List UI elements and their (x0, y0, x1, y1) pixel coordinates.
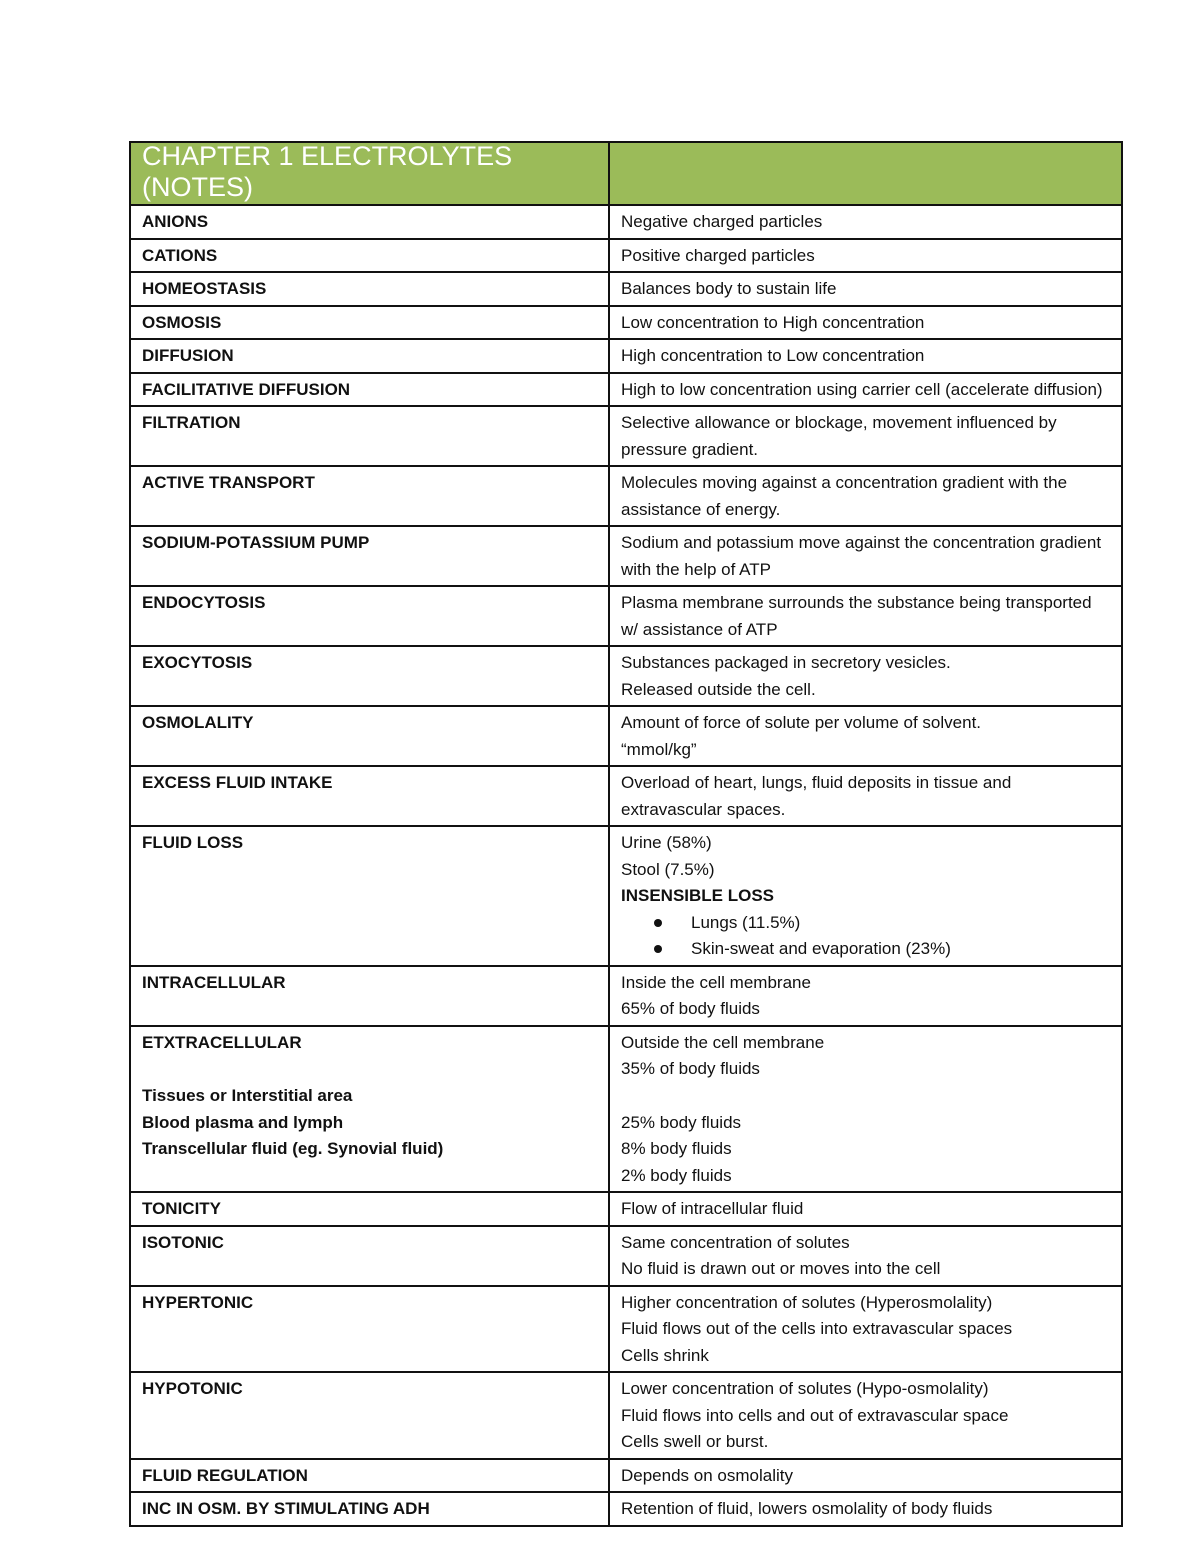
term: OSMOLALITY (142, 713, 254, 732)
definition-cell (609, 526, 1122, 586)
definition-cell (609, 966, 1122, 1026)
term: INC IN OSM. BY STIMULATING ADH (142, 1499, 430, 1518)
table-row (130, 586, 1122, 646)
term-cell (130, 966, 609, 1026)
definition-line: Cells swell or burst. (621, 1432, 769, 1451)
sub-definition: 8% body fluids (621, 1139, 732, 1158)
definition-cell (609, 272, 1122, 306)
term: OSMOSIS (142, 312, 222, 332)
table-row (130, 1492, 1122, 1526)
definition-cell (609, 239, 1122, 273)
term-cell (130, 272, 609, 306)
term: EXCESS FLUID INTAKE (142, 773, 333, 792)
term: HYPOTONIC (142, 1379, 243, 1398)
term-cell (130, 306, 609, 340)
term: HOMEOSTASIS (142, 279, 267, 298)
definition-line: Stool (7.5%) (621, 859, 715, 879)
table-header-row (130, 142, 1122, 205)
definition-line: Fluid flows into cells and out of extravascular space (621, 1405, 1009, 1425)
definition-cell (609, 1459, 1122, 1493)
definition-line: No fluid is drawn out or moves into the cell (621, 1259, 941, 1278)
table-row (130, 766, 1122, 826)
table-row (130, 466, 1122, 526)
definition-cell (609, 646, 1122, 706)
definition-cell (609, 466, 1122, 526)
sub-definition: 2% body fluids (621, 1165, 732, 1185)
term: TONICITY (142, 1199, 222, 1218)
definition-cell (609, 1492, 1122, 1526)
definition-line: Inside the cell membrane (621, 972, 811, 992)
table-row (130, 1459, 1122, 1493)
spacer (621, 1083, 1111, 1110)
definition-cell (609, 826, 1122, 966)
term: EXOCYTOSIS (142, 653, 253, 672)
definition-cell (609, 1192, 1122, 1226)
term-cell (130, 1459, 609, 1493)
sub-term: Transcellular fluid (eg. Synovial fluid) (142, 1139, 444, 1158)
definition-line: Same concentration of solutes (621, 1232, 850, 1252)
term-cell (130, 1226, 609, 1286)
bullet-item: Skin-sweat and evaporation (23%) (621, 936, 1111, 963)
term: ETXTRACELLULAR (142, 1032, 302, 1052)
term-cell (130, 706, 609, 766)
term-cell (130, 406, 609, 466)
table-row (130, 706, 1122, 766)
term: ANIONS (142, 212, 209, 231)
chapter-title-cell (130, 142, 609, 205)
definition-line: 35% of body fluids (621, 1059, 760, 1078)
definition-cell (609, 1226, 1122, 1286)
definition: Low concentration to High concentration (621, 312, 925, 332)
table-row (130, 1286, 1122, 1373)
term: ISOTONIC (142, 1232, 224, 1252)
term-cell (130, 1492, 609, 1526)
term-cell (130, 586, 609, 646)
definition-line: Outside the cell membrane (621, 1032, 825, 1052)
definition-line: “mmol/kg” (621, 739, 697, 759)
header-empty-cell (609, 142, 1122, 205)
definition: Depends on osmolality (621, 1465, 793, 1485)
term-cell (130, 205, 609, 239)
spacer (142, 1056, 598, 1083)
chapter-title: CHAPTER 1 ELECTROLYTES (NOTES) (142, 141, 513, 202)
table-row (130, 373, 1122, 407)
definition-cell (609, 339, 1122, 373)
term: FLUID LOSS (142, 833, 244, 852)
term: HYPERTONIC (142, 1292, 254, 1312)
definition-cell (609, 205, 1122, 239)
bullet-item: Lungs (11.5%) (621, 910, 1111, 937)
definition-line: Released outside the cell. (621, 679, 816, 699)
term: ACTIVE TRANSPORT (142, 473, 315, 492)
term-cell (130, 1192, 609, 1226)
definition: Sodium and potassium move against the concentration gradient with the help of ATP (621, 533, 1102, 579)
term-cell (130, 526, 609, 586)
definition-cell (609, 1372, 1122, 1459)
definition: Selective allowance or blockage, movement influenced by pressure gradient. (621, 413, 1057, 459)
sub-term: Blood plasma and lymph (142, 1112, 344, 1132)
definition-line: Higher concentration of solutes (Hyperosmolality) (621, 1292, 993, 1312)
term: FACILITATIVE DIFFUSION (142, 379, 351, 399)
term: FILTRATION (142, 413, 241, 432)
table-row (130, 646, 1122, 706)
table-row (130, 966, 1122, 1026)
definition: Molecules moving against a concentration gradient with the assistance of energy. (621, 473, 1068, 519)
definition: Negative charged particles (621, 212, 823, 231)
table-row (130, 406, 1122, 466)
term: ENDOCYTOSIS (142, 593, 266, 612)
table-row (130, 272, 1122, 306)
definition: Flow of intracellular fluid (621, 1199, 804, 1218)
term-cell (130, 826, 609, 966)
term-cell (130, 1026, 609, 1193)
term: INTRACELLULAR (142, 972, 286, 992)
definition: Positive charged particles (621, 245, 815, 265)
definition: Overload of heart, lungs, fluid deposits in tissue and extravascular spaces. (621, 773, 1012, 819)
definition: Plasma membrane surrounds the substance being transported w/ assistance of ATP (621, 593, 1092, 639)
definition-line: 65% of body fluids (621, 999, 760, 1018)
definition: High concentration to Low concentration (621, 346, 925, 365)
table-row (130, 339, 1122, 373)
term-cell (130, 646, 609, 706)
definition: High to low concentration using carrier cell (accelerate diffusion) (621, 379, 1103, 399)
definition-line: Substances packaged in secretory vesicles. (621, 653, 951, 672)
definition: Balances body to sustain life (621, 279, 837, 298)
term-cell (130, 766, 609, 826)
term: SODIUM-POTASSIUM PUMP (142, 533, 370, 552)
term-cell (130, 1372, 609, 1459)
table-row (130, 205, 1122, 239)
table-row (130, 1192, 1122, 1226)
definition-cell (609, 306, 1122, 340)
notes-table (129, 141, 1123, 1527)
table-row (130, 1026, 1122, 1193)
table-row (130, 826, 1122, 966)
definition-cell (609, 706, 1122, 766)
definition-cell (609, 766, 1122, 826)
table-row (130, 306, 1122, 340)
definition-line: Amount of force of solute per volume of solvent. (621, 713, 982, 732)
definition-line: Urine (58%) (621, 833, 712, 852)
table-row (130, 239, 1122, 273)
definition-line: Cells shrink (621, 1345, 709, 1365)
definition-cell (609, 1026, 1122, 1193)
definition: Retention of fluid, lowers osmolality of body fluids (621, 1499, 993, 1518)
term-cell (130, 466, 609, 526)
term-cell (130, 1286, 609, 1373)
term-cell (130, 239, 609, 273)
table-row (130, 526, 1122, 586)
term-cell (130, 373, 609, 407)
table-row (130, 1226, 1122, 1286)
table-row (130, 1372, 1122, 1459)
sub-definition: 25% body fluids (621, 1112, 742, 1132)
definition-cell (609, 586, 1122, 646)
definition-line: Lower concentration of solutes (Hypo-osmolality) (621, 1379, 989, 1398)
sub-term: Tissues or Interstitial area (142, 1086, 353, 1105)
term-cell (130, 339, 609, 373)
term: DIFFUSION (142, 346, 234, 365)
definition-cell (609, 406, 1122, 466)
term: CATIONS (142, 245, 218, 265)
definition-line: Fluid flows out of the cells into extravascular spaces (621, 1319, 1013, 1338)
term: FLUID REGULATION (142, 1465, 308, 1485)
insensible-loss-heading: INSENSIBLE LOSS (621, 886, 775, 905)
definition-cell (609, 373, 1122, 407)
definition-cell (609, 1286, 1122, 1373)
